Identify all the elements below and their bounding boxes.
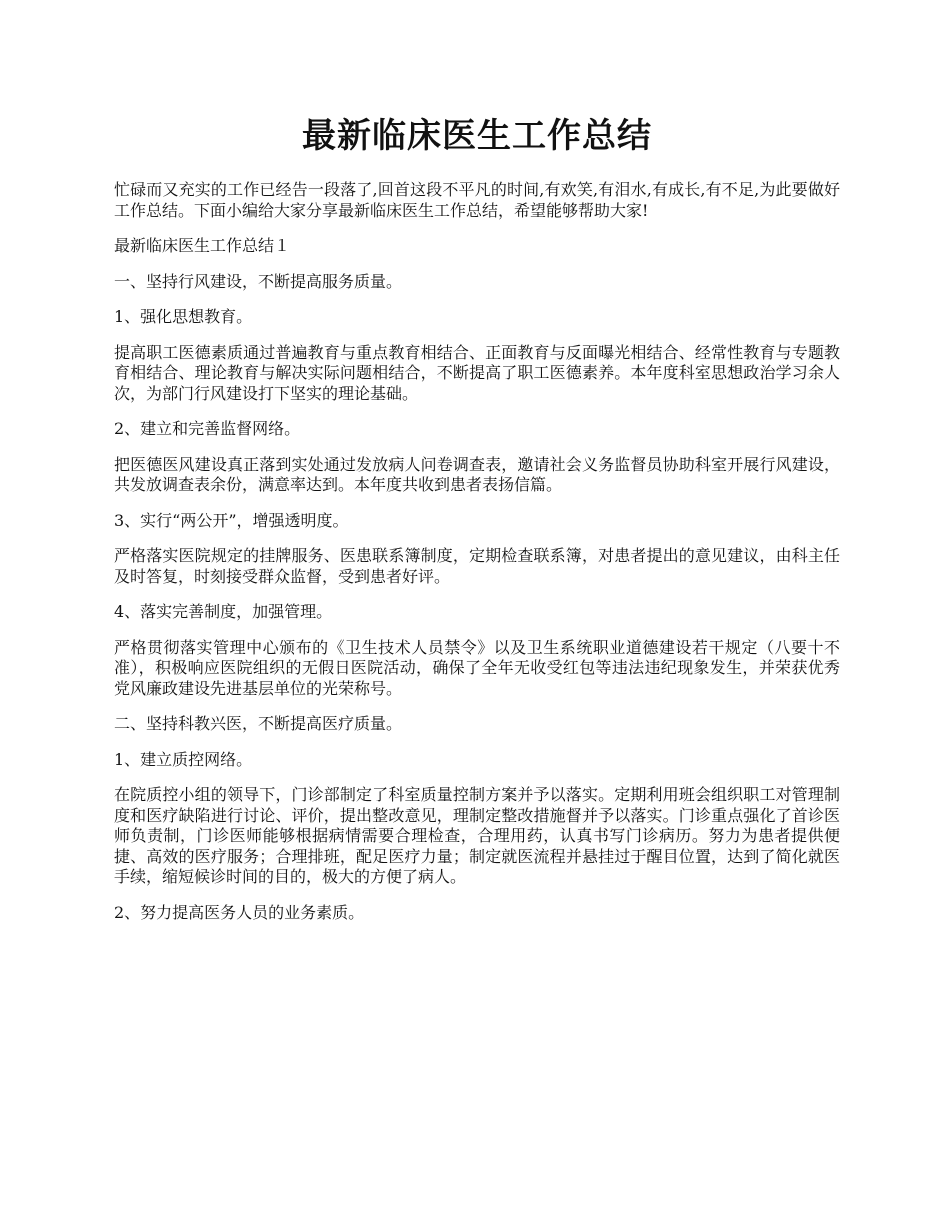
subheading-1-3: 3、实行“两公开”，增强透明度。	[114, 510, 349, 530]
subheading-1-4: 4、落实完善制度，加强管理。	[114, 602, 333, 621]
document-title: 最新临床医生工作总结	[302, 116, 652, 156]
body-paragraph-1-4: 严格贯彻落实管理中心颁布的《卫生技术人员禁令》以及卫生系统职业道德建设若干规定（八要十不准），积极响应医院组织的无假日医院活动，确保了全年无收受红包等违法违纪现象发生，并荣获优秀党风廉政建设先进基层单位的光荣称号。	[114, 637, 840, 698]
intro-paragraph: 忙碌而又充实的工作已经告一段落了,回首这段不平凡的时间,有欢笑,有泪水,有成长,有不足,为此要做好工作总结。下面小编给大家分享最新临床医生工作总结，希望能够帮助大家!	[114, 180, 840, 220]
chapter-heading-1: 一、坚持行风建设，不断提高服务质量。	[114, 271, 403, 291]
document-body	[114, 180, 840, 923]
body-paragraph-1-2: 把医德医风建设真正落到实处通过发放病人问卷调查表，邀请社会义务监督员协助科室开展行风建设，共发放调查表余份，满意率达到。本年度共收到患者表扬信篇。	[114, 454, 840, 494]
body-paragraph-2-1: 在院质控小组的领导下，门诊部制定了科室质量控制方案并予以落实。定期利用班会组织职工对管理制度和医疗缺陷进行讨论、评价，提出整改意见，理制定整改措施督并予以落实。门诊重点强化了首诊医师负责制，门诊医师能够根据病情需要合理检查，合理用药，认真书写门诊病历。努力为患者提供便捷、高效的医疗服务；合理排班，配足医疗力量；制定就医流程并悬挂过于醒目位置，达到了简化就医手续，缩短候诊时间的目的，极大的方便了病人。	[114, 785, 840, 886]
subheading-1-2: 2、建立和完善监督网络。	[114, 419, 301, 438]
document-page	[114, 112, 840, 938]
subheading-2-1: 1、建立质控网络。	[114, 749, 253, 769]
body-paragraph-1-3: 严格落实医院规定的挂牌服务、医患联系簿制度，定期检查联系簿，对患者提出的意见建议，由科主任及时答复，时刻接受群众监督，受到患者好评。	[114, 546, 840, 586]
subheading-2-2: 2、努力提高医务人员的业务素质。	[114, 902, 365, 922]
section-heading: 最新临床医生工作总结１	[114, 236, 291, 255]
subheading-1-1: 1、强化思想教育。	[114, 307, 253, 326]
body-paragraph-1-1: 提高职工医德素质通过普遍教育与重点教育相结合、正面教育与反面曝光相结合、经常性教育与专题教育相结合、理论教育与解决实际问题相结合，不断提高了职工医德素养。本年度科室思想政治学习余人次，为部门行风建设打下坚实的理论基础。	[114, 342, 840, 403]
chapter-heading-2: 二、坚持科教兴医，不断提高医疗质量。	[114, 714, 403, 733]
